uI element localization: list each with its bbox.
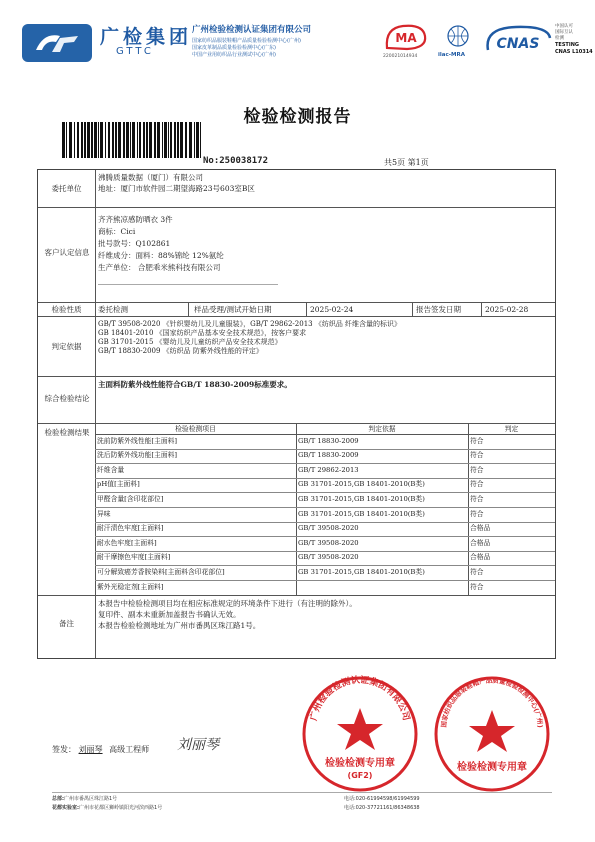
gttc-seal-icon <box>300 674 420 794</box>
barcode-bar <box>196 122 199 158</box>
organization-sub-3: 中国产业用纺织品行业测试中心(广州) <box>192 52 276 58</box>
signer-title: 高级工程师 <box>109 745 150 754</box>
conclusion-label: 综合检验结论 <box>44 394 90 403</box>
result-verdict: 符合 <box>470 436 484 445</box>
basis-line-4: GB/T 18830-2009 《纺织品 防紫外线性能的评定》 <box>98 347 263 355</box>
barcode-bar <box>185 122 187 158</box>
result-item: 可分解致癌芳香胺染料[主面料含印花部位] <box>97 567 225 576</box>
report-title: 检验检测报告 <box>243 107 352 127</box>
svg-text:检验检测专用章: 检验检测专用章 <box>325 758 395 769</box>
barcode-bar <box>180 122 183 158</box>
barcode-bar <box>177 122 179 158</box>
basis-label: 判定依据 <box>51 342 82 351</box>
organization-sub-2: 国家皮革制品质量检验检测中心(广东) <box>192 45 276 51</box>
result-basis: GB/T 39508-2020 <box>298 553 359 562</box>
remarks-label: 备注 <box>59 619 74 628</box>
issue-date-value: 2025-02-28 <box>485 305 529 314</box>
client-name: 沸腾质量数据（厦门）有限公司 <box>98 173 203 182</box>
report-table <box>37 169 556 659</box>
barcode-bar <box>130 122 131 158</box>
result-verdict: 符合 <box>470 480 484 489</box>
barcode-bar <box>77 122 79 158</box>
result-basis: GB 31701-2015,GB 18401-2010(B类) <box>298 509 425 518</box>
result-basis: GB/T 18830-2009 <box>298 436 359 445</box>
result-verdict: 符合 <box>470 465 484 474</box>
barcode-bar <box>189 122 192 158</box>
results-header-verdict: 判定 <box>504 425 519 433</box>
brand-name-cn: 广检集团 <box>100 26 193 48</box>
barcode-bar <box>174 122 176 158</box>
result-basis: GB/T 29862-2013 <box>298 465 359 474</box>
footer-right: 电话:020-61994598/61994599 电话:020-37721161/86348638 <box>344 796 420 811</box>
result-item: 耐干摩擦色牢度[主面料] <box>97 553 171 562</box>
result-item: 纤维含量 <box>97 465 125 474</box>
barcode-bar <box>137 122 138 158</box>
sample-fiber: 纤维成分：面料：88%锦纶 12%氨纶 <box>98 251 224 260</box>
result-item: 异味 <box>97 509 111 518</box>
result-verdict: 合格品 <box>470 553 491 562</box>
report-barcode <box>60 122 204 158</box>
result-verdict: 符合 <box>470 494 484 503</box>
barcode-bar <box>170 122 172 158</box>
barcode-bar <box>126 122 129 158</box>
barcode-bar <box>74 122 75 158</box>
sample-brand: 商标：Cici <box>98 227 136 236</box>
barcode-bar <box>100 122 103 158</box>
result-basis: GB 31701-2015,GB 18401-2010(B类) <box>298 494 425 503</box>
result-verdict: 合格品 <box>470 538 491 547</box>
result-verdict: 符合 <box>470 582 484 591</box>
svg-text:(GF2): (GF2) <box>347 771 373 780</box>
barcode-bar <box>146 122 148 158</box>
nature-label: 检验性质 <box>51 305 82 314</box>
result-item: 紫外光稳定剂[主面料] <box>97 582 164 591</box>
receive-date-value: 2025-02-24 <box>310 305 354 314</box>
barcode-bar <box>69 122 72 158</box>
result-item: 洗前防紫外线性能[主面料] <box>97 436 178 445</box>
barcode-bar <box>157 122 160 158</box>
barcode-bar <box>164 122 167 158</box>
barcode-bar <box>87 122 90 158</box>
barcode-bar <box>105 122 106 158</box>
basis-line-1: GB/T 39508-2020 《针织婴幼儿及儿童服装》，GB/T 29862-2013 《纺织品 纤维含量的标识》 <box>98 320 402 328</box>
results-header-item: 检验检测项目 <box>175 425 216 433</box>
result-item: pH值[主面料] <box>97 480 140 489</box>
basis-line-3: GB 31701-2015 《婴幼儿及儿童纺织产品安全技术规范》 <box>98 338 282 346</box>
barcode-bar <box>115 122 117 158</box>
result-verdict: 合格品 <box>470 524 491 533</box>
barcode-bar <box>149 122 152 158</box>
sample-info-label: 客户认定信息 <box>44 248 90 257</box>
barcode-bar <box>139 122 141 158</box>
barcode-bar <box>200 122 201 158</box>
report-number: No:250038172 <box>203 156 269 166</box>
brand-name-en: GTTC <box>116 46 154 57</box>
result-item: 耐水色牢度[主面料] <box>97 538 157 547</box>
national-center-seal-icon <box>432 674 552 794</box>
cma-text: MA <box>395 31 417 45</box>
barcode-bar <box>168 122 169 158</box>
footer-left: 总部:广州市番禺区珠江路1号 花都实验室:广州市花都区狮岭镇阳光河滨西路1号 <box>52 796 163 811</box>
result-basis: GB 31701-2015,GB 18401-2010(B类) <box>298 567 425 576</box>
cma-cert-icon <box>383 22 429 52</box>
organization-name: 广州检验检测认证集团有限公司 <box>192 25 312 35</box>
remark-line-1: 本报告中检验检测项目均在相应标准规定的环境条件下进行（有注明的除外）。 <box>98 599 357 608</box>
barcode-bar <box>162 122 163 158</box>
svg-text:广州检验检测认证集团有限公司: 广州检验检测认证集团有限公司 <box>309 675 411 722</box>
barcode-bar <box>84 122 86 158</box>
ilac-mra-text: ilac-MRA <box>438 52 465 58</box>
receive-date-label: 样品受理/测试开始日期 <box>194 305 272 314</box>
result-item: 甲醛含量[含印花部位] <box>97 494 164 503</box>
remark-line-3: 本报告检验检测地址为广州市番禺区珠江路1号。 <box>98 621 261 630</box>
signer-name: 刘丽琴 <box>78 745 103 754</box>
client-address: 地址：厦门市软件园二期望海路23号603室B区 <box>98 184 255 193</box>
barcode-bar <box>194 122 195 158</box>
svg-text:国家纺织品服装鞋帽产品质量检验检测中心(广州): 国家纺织品服装鞋帽产品质量检验检测中心(广州) <box>439 676 545 728</box>
sample-name: 齐齐熊凉感防晒衣 3件 <box>98 215 173 224</box>
result-item: 耐汗渍色牢度[主面料] <box>97 524 164 533</box>
result-verdict: 符合 <box>470 567 484 576</box>
cnas-logo-icon <box>482 24 554 56</box>
conclusion-text: 主面料防紫外线性能符合GB/T 18830-2009标准要求。 <box>98 380 292 389</box>
barcode-bar <box>123 122 125 158</box>
sample-manufacturer: 生产单位： 合肥乖米熊科技有限公司 <box>98 263 221 272</box>
barcode-bar <box>118 122 121 158</box>
results-label: 检验检测结果 <box>44 428 90 437</box>
organization-sub-1: 国家纺织品服装鞋帽产品质量检验检测中心(广州) <box>192 38 301 44</box>
result-basis: GB/T 18830-2009 <box>298 451 359 460</box>
cnas-side-text: 中国认可 国际互认 检测 TESTING CNAS L10314 <box>555 24 593 55</box>
barcode-bar <box>66 122 67 158</box>
barcode-bar <box>143 122 145 158</box>
results-header-basis: 判定依据 <box>368 425 396 433</box>
footer-divider <box>52 792 552 793</box>
barcode-bar <box>132 122 135 158</box>
handwritten-signature: 刘丽琴 <box>177 737 219 753</box>
result-verdict: 符合 <box>470 451 484 460</box>
barcode-bar <box>112 122 114 158</box>
cnas-text: CNAS <box>496 36 540 52</box>
remark-line-2: 复印件、副本未重新加盖报告书确认无效。 <box>98 610 241 619</box>
page-counter: 共5页 第1页 <box>384 158 429 167</box>
result-basis: GB/T 39508-2020 <box>298 524 359 533</box>
barcode-bar <box>154 122 156 158</box>
nature-value: 委托检测 <box>98 305 128 314</box>
result-verdict: 符合 <box>470 509 484 518</box>
signature-block <box>52 744 149 755</box>
barcode-bar <box>94 122 97 158</box>
barcode-bar <box>62 122 65 158</box>
result-item: 洗后防紫外线功能[主面料] <box>97 451 178 460</box>
issue-date-label: 报告签发日期 <box>416 305 461 314</box>
basis-line-2: GB 18401-2010 《国家纺织产品基本安全技术规范》，按客户要求 <box>98 329 307 337</box>
client-label: 委托单位 <box>51 184 82 193</box>
svg-text:检验检测专用章: 检验检测专用章 <box>457 762 527 773</box>
sample-batch: 批号款号：Q102861 <box>98 239 171 248</box>
barcode-bar <box>91 122 93 158</box>
result-basis: GB/T 39508-2020 <box>298 538 359 547</box>
barcode-bar <box>98 122 99 158</box>
barcode-bar <box>81 122 83 158</box>
gttc-logo-mark-icon <box>30 30 84 56</box>
result-basis: GB 31701-2015,GB 18401-2010(B类) <box>298 480 425 489</box>
signer-prefix: 签发： <box>52 745 76 754</box>
cma-cert-number: 220021014934 <box>383 54 418 59</box>
barcode-bar <box>108 122 110 158</box>
